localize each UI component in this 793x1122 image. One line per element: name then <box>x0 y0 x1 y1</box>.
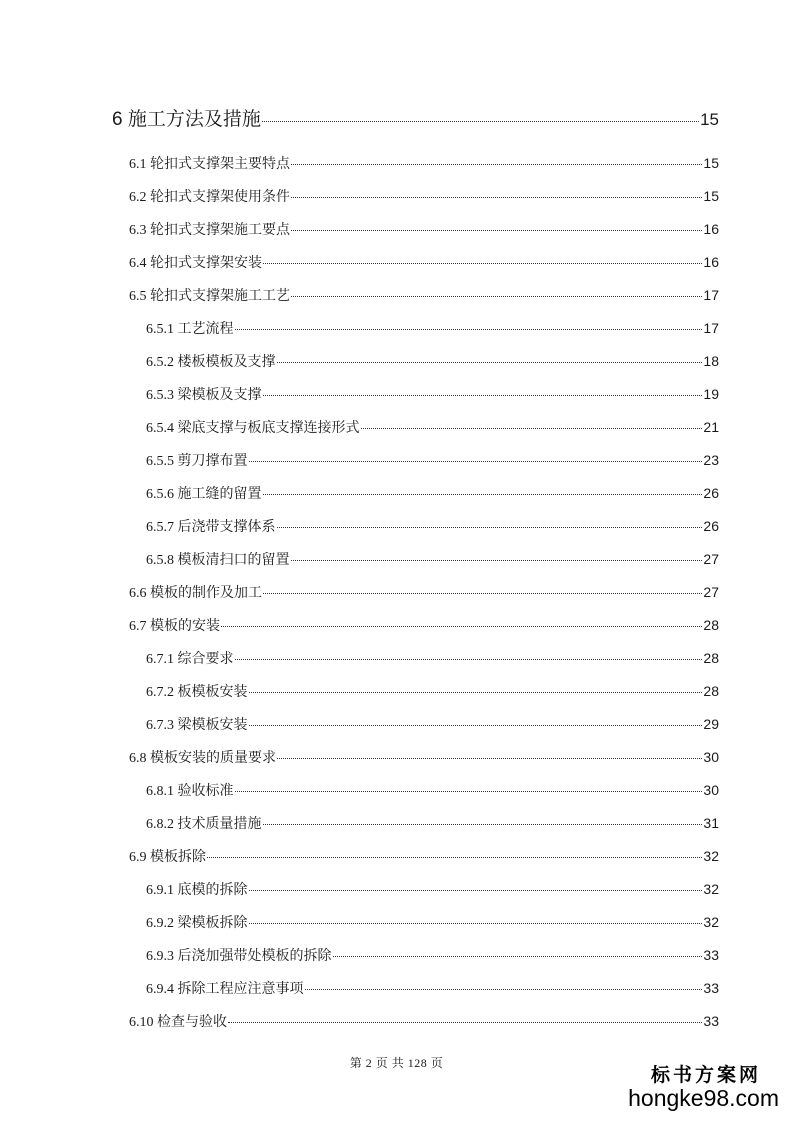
toc-entry[interactable] <box>146 714 719 734</box>
toc-entry[interactable] <box>129 219 719 239</box>
toc-entry-page: 17 <box>703 320 719 336</box>
toc-entry[interactable] <box>146 813 719 833</box>
toc-entry-page: 27 <box>703 584 719 600</box>
toc-leader-dots <box>333 956 703 957</box>
toc-entry-label: 6.2 轮扣式支撑架使用条件 <box>129 190 290 205</box>
toc-entry[interactable] <box>146 318 719 338</box>
toc-entry-page: 28 <box>703 617 719 633</box>
toc-entry-label: 6.8 模板安装的质量要求 <box>129 751 276 766</box>
toc-entry-page: 16 <box>703 221 719 237</box>
toc-entry[interactable] <box>146 516 719 536</box>
toc-entry-page: 27 <box>703 551 719 567</box>
toc-entry-label: 6.5.7 后浇带支撑体系 <box>146 520 276 535</box>
toc-leader-dots <box>228 1022 702 1023</box>
toc-entry[interactable] <box>146 978 719 998</box>
toc-leader-dots <box>263 824 703 825</box>
toc-leader-dots <box>249 461 703 462</box>
toc-entry[interactable] <box>146 351 719 371</box>
site-watermark <box>628 1063 779 1111</box>
toc-leader-dots <box>249 890 703 891</box>
toc-entry[interactable] <box>129 186 719 206</box>
toc-entry-label: 6.5.6 施工缝的留置 <box>146 487 262 502</box>
toc-entry-label: 6.8.1 验收标准 <box>146 784 234 799</box>
toc-leader-dots <box>277 758 702 759</box>
watermark-en-text: hongke98.com <box>628 1084 779 1111</box>
toc-entry[interactable] <box>146 450 719 470</box>
toc-entry-label: 6.3 轮扣式支撑架施工要点 <box>129 223 290 238</box>
toc-leader-dots <box>277 362 703 363</box>
toc-entry-label: 6.5 轮扣式支撑架施工工艺 <box>129 289 290 304</box>
toc-entry[interactable] <box>129 1011 719 1031</box>
toc-entry-page: 18 <box>703 353 719 369</box>
toc-entry-label: 6.5.8 模板清扫口的留置 <box>146 553 290 568</box>
toc-leader-dots <box>249 725 703 726</box>
toc-entry-label: 6.5.4 梁底支撑与板底支撑连接形式 <box>146 421 360 436</box>
toc-entry-page: 33 <box>703 1013 719 1029</box>
toc-entry-label: 6.1 轮扣式支撑架主要特点 <box>129 157 290 172</box>
toc-entry-page: 32 <box>703 881 719 897</box>
toc-entry-page: 23 <box>703 452 719 468</box>
toc-entry-page: 19 <box>703 386 719 402</box>
toc-entry-page: 30 <box>703 749 719 765</box>
toc-entry-label: 6.7.1 综合要求 <box>146 652 234 667</box>
toc-entry-page: 31 <box>703 815 719 831</box>
toc-entry-label: 6.9.2 梁模板拆除 <box>146 916 248 931</box>
toc-leader-dots <box>235 791 703 792</box>
toc-leader-dots <box>277 527 703 528</box>
toc-leader-dots <box>249 923 703 924</box>
toc-leader-dots <box>291 164 702 165</box>
toc-entry-label: 6.9.3 后浇加强带处模板的拆除 <box>146 949 332 964</box>
toc-entry[interactable] <box>146 417 719 437</box>
toc-entry[interactable] <box>146 912 719 932</box>
toc-entry[interactable] <box>129 285 719 305</box>
toc-entry-page: 28 <box>703 683 719 699</box>
toc-leader-dots <box>249 692 703 693</box>
toc-leader-dots <box>263 263 702 264</box>
toc-entry-page: 26 <box>703 485 719 501</box>
toc-entry[interactable] <box>146 648 719 668</box>
toc-entry-page: 30 <box>703 782 719 798</box>
toc-entry[interactable] <box>146 780 719 800</box>
toc-entry-page: 33 <box>703 947 719 963</box>
toc-entry-page: 21 <box>703 419 719 435</box>
toc-entry[interactable] <box>146 681 719 701</box>
toc-heading[interactable] <box>112 104 719 131</box>
toc-entry[interactable] <box>146 483 719 503</box>
toc-leader-dots <box>291 197 702 198</box>
toc-entry[interactable] <box>129 153 719 173</box>
toc-leader-dots <box>263 593 702 594</box>
toc-entry[interactable] <box>129 747 719 767</box>
toc-entry[interactable] <box>129 582 719 602</box>
toc-leader-dots <box>207 857 702 858</box>
toc-entry-label: 6.5.2 楼板模板及支撑 <box>146 355 276 370</box>
toc-leader-dots <box>305 989 703 990</box>
toc-leader-dots <box>291 230 702 231</box>
toc-entry-page: 28 <box>703 650 719 666</box>
toc-entry-page: 16 <box>703 254 719 270</box>
toc-leader-dots <box>235 329 703 330</box>
toc-entry[interactable] <box>129 615 719 635</box>
toc-entry-label: 6.7 模板的安装 <box>129 619 220 634</box>
toc-entry-label: 6.10 检查与验收 <box>129 1015 227 1030</box>
toc-entry-label: 6.4 轮扣式支撑架安装 <box>129 256 262 271</box>
toc-entry-page: 33 <box>703 980 719 996</box>
toc-leader-dots <box>361 428 703 429</box>
toc-entry[interactable] <box>129 252 719 272</box>
toc-entry-label: 6.6 模板的制作及加工 <box>129 586 262 601</box>
toc-entry-page: 15 <box>703 188 719 204</box>
toc-entry-label: 6.5.1 工艺流程 <box>146 322 234 337</box>
toc-leader-dots <box>221 626 702 627</box>
toc-leader-dots <box>235 659 703 660</box>
toc-entry-label: 6.5.5 剪刀撑布置 <box>146 454 248 469</box>
toc-entry-label: 6.8.2 技术质量措施 <box>146 817 262 832</box>
watermark-cn-text: 标书方案网 <box>650 1063 761 1086</box>
toc-entry-page: 29 <box>703 716 719 732</box>
toc-entry-label: 6.7.3 梁模板安装 <box>146 718 248 733</box>
toc-entry-label: 6.9.4 拆除工程应注意事项 <box>146 982 304 997</box>
toc-entry-page: 15 <box>703 155 719 171</box>
page-footer: 第 2 页 共 128 页 <box>349 1056 444 1070</box>
toc-entry[interactable] <box>129 846 719 866</box>
toc-entry-page: 26 <box>703 518 719 534</box>
toc-leader-dots <box>262 121 699 122</box>
toc-entry[interactable] <box>146 384 719 404</box>
toc-entry-page: 32 <box>703 914 719 930</box>
toc-entry-page: 17 <box>703 287 719 303</box>
toc-entry[interactable] <box>146 549 719 569</box>
toc-entry-label: 6.9 模板拆除 <box>129 850 206 865</box>
toc-entry-label: 6.7.2 板模板安装 <box>146 685 248 700</box>
toc-entry-label: 6.9.1 底模的拆除 <box>146 883 248 898</box>
toc-leader-dots <box>263 395 703 396</box>
toc-leader-dots <box>291 560 703 561</box>
toc-entry[interactable] <box>146 945 719 965</box>
toc-heading-label: 6 施工方法及措施 <box>112 109 261 130</box>
toc-entry-label: 6.5.3 梁模板及支撑 <box>146 388 262 403</box>
toc-leader-dots <box>291 296 702 297</box>
toc-leader-dots <box>263 494 703 495</box>
toc-entry-page: 32 <box>703 848 719 864</box>
toc-entry[interactable] <box>146 879 719 899</box>
toc-heading-page: 15 <box>700 110 719 129</box>
